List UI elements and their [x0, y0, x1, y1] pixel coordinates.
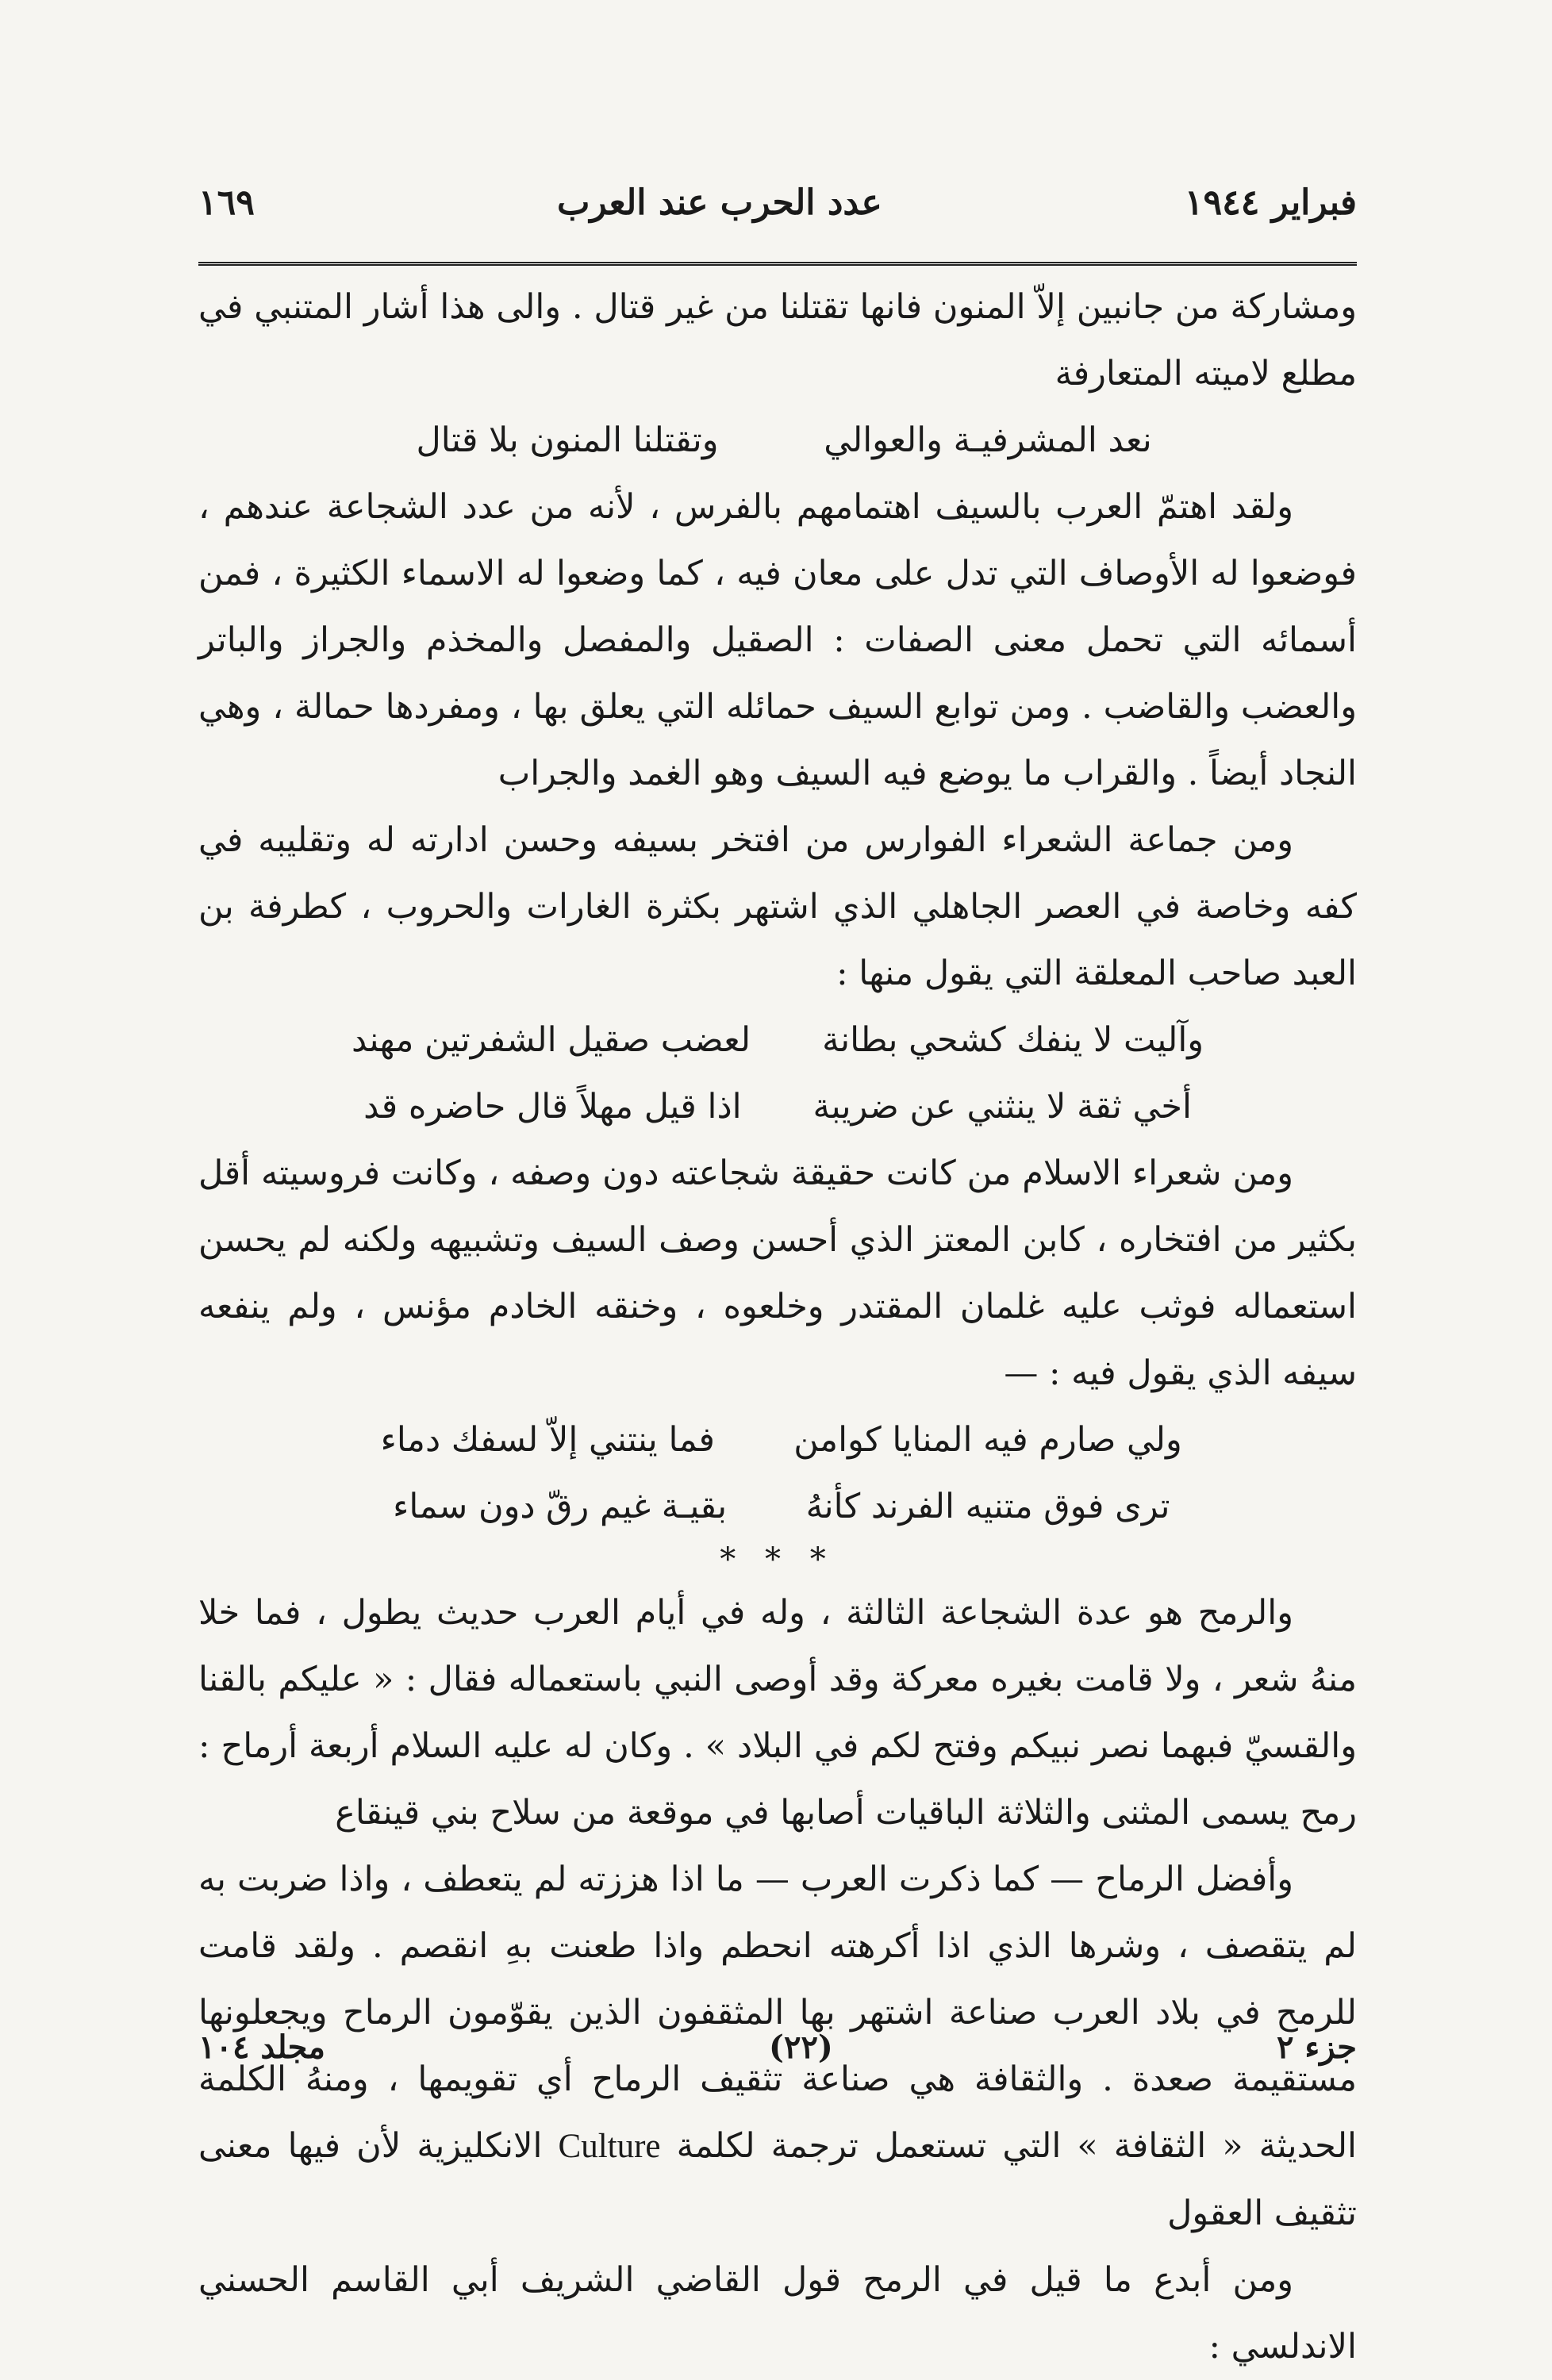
page-footer [198, 2023, 1357, 2071]
verse-hemistich: فما ينتني إلاّ لسفك دماء [380, 1420, 715, 1460]
verse-hemistich: وآليت لا ينفك كشحي بطانة [822, 1020, 1204, 1060]
paragraph: ولقد اهتمّ العرب بالسيف اهتمامهم بالفرس ، لأنه من عدد الشجاعة عندهم ، فوضعوا له الأوصاف التي تدل على معان فيه ، كما وضعوا له الاسماء الكثيرة ، فمن أسمائه التي تحمل معنى الصفات : الصقيل والمفصل والمخذم والجراز والباتر والعضب والقاضب . ومن توابع السيف حمائله التي يعلق بها ، ومفردها حمالة ، وهي النجاد أيضاً . والقراب ما يوضع فيه السيف وهو الغمد والجراب [198, 487, 1357, 793]
journal-page [198, 143, 1357, 2367]
running-header [198, 167, 1357, 238]
header-rule [198, 262, 1357, 266]
section-separator: * * * [720, 1541, 836, 1578]
paragraph-text-tail: الانكليزية لأن فيها معنى تثقيف العقول [198, 2126, 1357, 2233]
verse-hemistich: وتقتلنا المنون بلا قتال [416, 420, 719, 460]
footer-part: جزء ٢ [1276, 2028, 1357, 2066]
verse-hemistich: أخي ثقة لا ينثني عن ضريبة [812, 1087, 1192, 1127]
footer-page: (٢٢) [769, 2028, 833, 2066]
paragraph: ومن أبدع ما قيل في الرمح قول القاضي الشريف أبي القاسم الحسني الاندلسي : [198, 2260, 1357, 2367]
paragraph: ومن شعراء الاسلام من كانت حقيقة شجاعته دون وصفه ، وكانت فروسيته أقل بكثير من افتخاره ، كابن المعتز الذي أحسن وصف السيف وتشبيهه ولكنه لم يحسن استعماله فوثب عليه غلمان المقتدر وخلعوه ، وخنقه الخادم مؤنس ، ولم ينفعه سيفه الذي يقول فيه : — [198, 1154, 1357, 1393]
header-page-number: ١٦٩ [198, 182, 255, 223]
verse-line [198, 1073, 1357, 1140]
paragraph: ومن جماعة الشعراء الفوارس من افتخر بسيفه وحسن ادارته له وتقليبه في كفه وخاصة في العصر الجاهلي الذي اشتهر بكثرة الغارات والحروب ، كطرفة بن العبد صاحب المعلقة التي يقول منها : [198, 820, 1357, 993]
paragraph: والرمح هو عدة الشجاعة الثالثة ، وله في أيام العرب حديث يطول ، فما خلا منهُ شعر ، ولا قامت بغيره معركة وقد أوصى النبي باستعماله فقال : « عليكم بالقنا والقسيّ فبهما نصر نبيكم وفتح لكم في البلاد » . وكان له عليه السلام أربعة أرماح : رمح يسمى المثنى والثلاثة الباقيات أصابها في موقعة من سلاح بني قينقاع [198, 1593, 1357, 1833]
footer-volume: مجلد ١٠٤ [198, 2028, 325, 2066]
verse-hemistich: بقيـة غيم رقّ دون سماء [393, 1487, 728, 1526]
verse-hemistich: نعد المشرفيـة والعوالي [824, 420, 1152, 460]
latin-word: Culture [558, 2128, 661, 2165]
verse-line [198, 1473, 1357, 1540]
verse-hemistich: اذا قيل مهلاً قال حاضره قد [363, 1087, 742, 1127]
verse-line [198, 407, 1357, 474]
verse-hemistich: لعضب صقيل الشفرتين مهند [351, 1020, 751, 1060]
verse-hemistich: ولي صارم فيه المنايا كوامن [793, 1420, 1182, 1460]
header-date: فبراير ١٩٤٤ [1184, 182, 1357, 223]
paragraph: ومشاركة من جانبين إلاّ المنون فانها تقتلنا من غير قتال . والى هذا أشار المتنبي في مطلع لاميته المتعارفة [198, 287, 1357, 393]
verse-line [198, 1407, 1357, 1473]
verse-hemistich: ترى فوق متنيه الفرند كأنهُ [805, 1487, 1170, 1526]
verse-line [198, 1007, 1357, 1073]
paragraph-text: وأفضل الرماح — كما ذكرت العرب — ما اذا هززته لم يتعطف ، واذا ضربت به لم يتقصف ، وشرها الذي اذا أكرهته انحطم واذا طعنت بهِ انقصم . ولقد قامت للرمح في بلاد العرب صناعة اشتهر بها المثقفون الذين يقوّمون الرماح ويجعلونها مستقيمة صعدة . والثقافة هي صناعة تثقيف الرماح أي تقويمها ، ومنهُ الكلمة الحديثة « الثقافة » التي تستعمل ترجمة لكلمة [198, 1860, 1357, 2166]
header-article-title: عدد الحرب عند العرب [556, 182, 882, 223]
